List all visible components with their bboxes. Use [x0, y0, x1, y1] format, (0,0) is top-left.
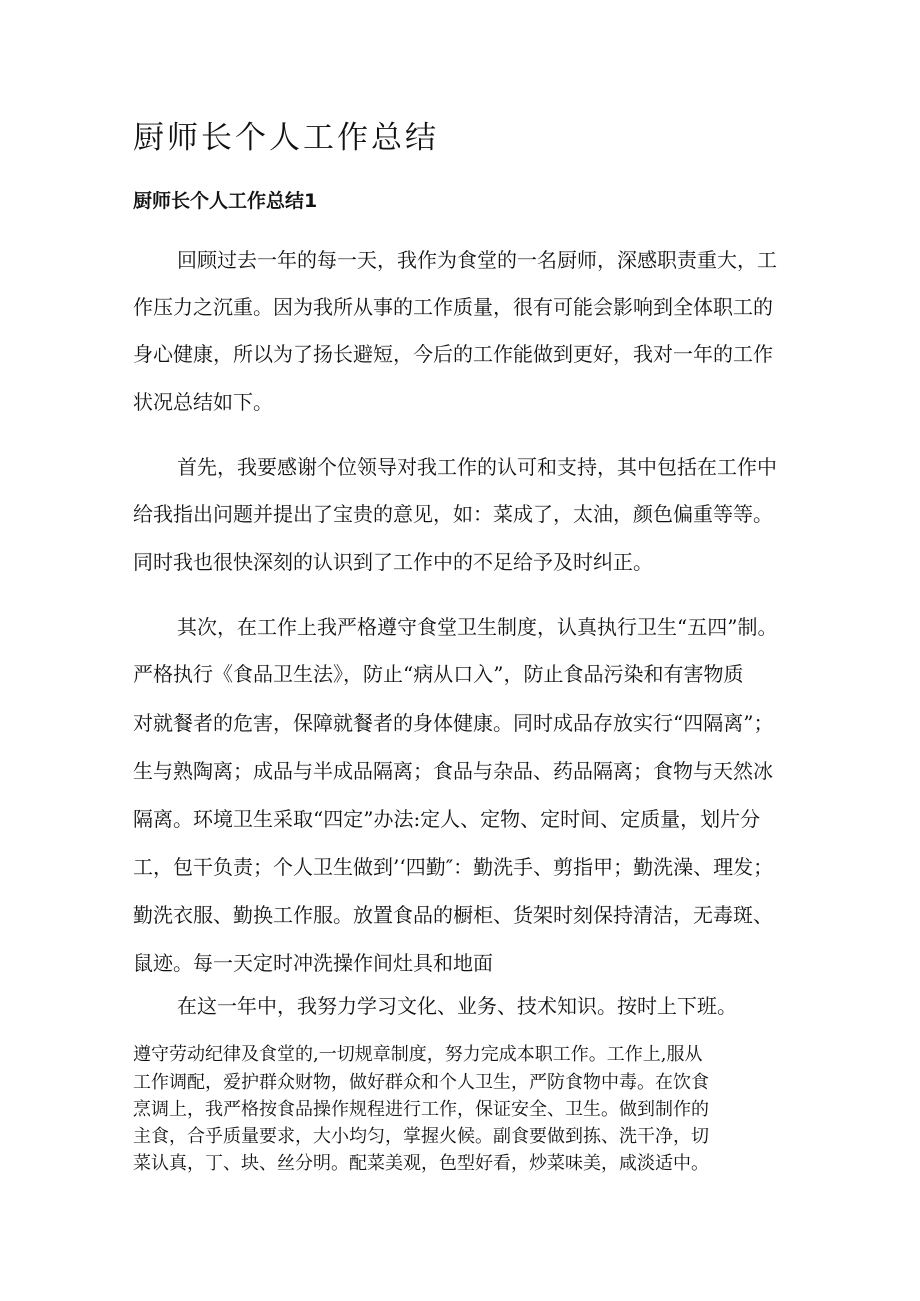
- paragraph-line: 主食，合乎质量要求，大小均匀，掌握火候。副食要做到拣、洗干净，切: [133, 1126, 709, 1147]
- paragraph-line: 勤洗衣服、勤换工作服。放置食品的橱柜、货架时刻保持清洁，无毒斑、: [133, 903, 773, 927]
- paragraph-line: 严格执行《食品卫生法》，防止“病从口入”，防止食品污染和有害物质: [133, 662, 744, 686]
- paragraph-line: 作压力之沉重。因为我所从事的工作质量，很有可能会影响到全体职工的: [133, 295, 773, 319]
- paragraph-line: 工，包干负责；个人卫生做到’‘四勤″：勤洗手、剪指甲；勤洗澡、理发；: [133, 855, 774, 879]
- paragraph-line: 鼠迹。每一天定时冲洗操作间灶具和地面: [133, 951, 493, 975]
- paragraph-line: 给我指出问题并提出了宝贵的意见，如：菜成了，太油，颜色偏重等等。: [133, 502, 773, 526]
- paragraph-line: 状况总结如下。: [133, 390, 273, 414]
- paragraph-line: 遵守劳动纪律及食堂的,一切规章制度，努力完成本职工作。工作上,服从: [133, 1044, 703, 1065]
- paragraph-line: 在这一年中，我努力学习文化、业务、技术知识。按时上下班。: [177, 994, 737, 1018]
- paragraph-line: 烹调上，我严格按食品操作规程进行工作，保证安全、卫生。做到制作的: [133, 1099, 709, 1120]
- paragraph-line: 同时我也很快深刻的认识到了工作中的不足给予及时纠正。: [133, 550, 653, 574]
- section-heading: 厨师长个人工作总结1: [133, 190, 318, 212]
- paragraph-line: 回顾过去一年的每一天，我作为食堂的一名厨师，深感职责重大，工: [177, 248, 777, 272]
- document-title: 厨师长个人工作总结: [133, 120, 439, 156]
- paragraph-line: 其次，在工作上我严格遵守食堂卫生制度，认真执行卫生“五四”制。: [177, 615, 778, 639]
- paragraph-line: 隔离。环境卫生采取“四定”办法:定人、定物、定时间、定质量，划片分: [133, 807, 761, 831]
- paragraph-line: 首先，我要感谢个位领导对我工作的认可和支持，其中包括在工作中: [177, 455, 777, 479]
- paragraph-line: 生与熟陶离；成品与半成品隔离；食品与杂品、药品隔离；食物与天然冰: [133, 759, 773, 783]
- paragraph-line: 工作调配，爱护群众财物，做好群众和个人卫生，严防食物中毒。在饮食: [133, 1072, 709, 1093]
- paragraph-line: 菜认真，丁、块、丝分明。配菜美观，色型好看，炒菜味美，咸淡适中。: [133, 1153, 709, 1174]
- paragraph-line: 对就餐者的危害，保障就餐者的身体健康。同时成品存放实行“四隔离”；: [133, 711, 774, 735]
- paragraph-line: 身心健康，所以为了扬长避短，今后的工作能做到更好，我对一年的工作: [133, 342, 773, 366]
